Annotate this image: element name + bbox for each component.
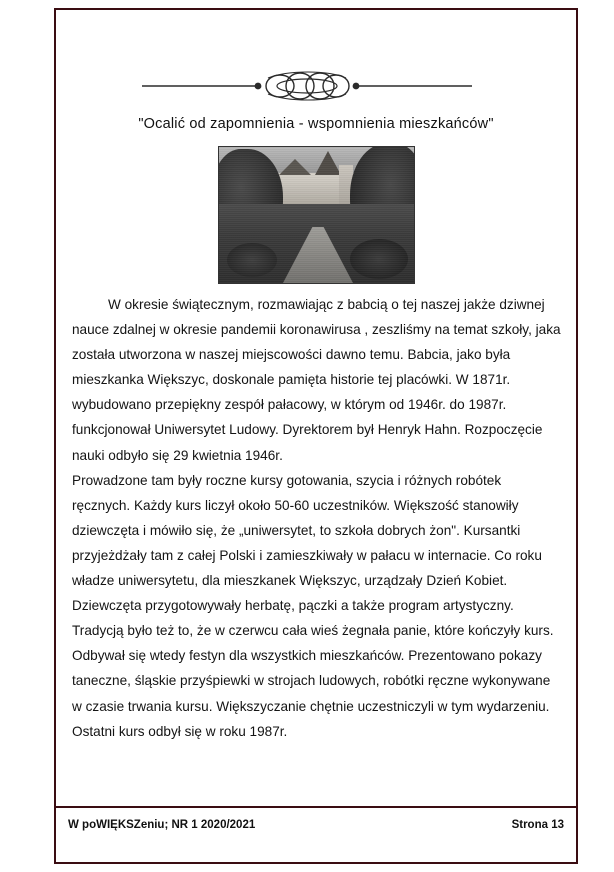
historic-palace-photo xyxy=(218,146,415,284)
footer-page-number: Strona 13 xyxy=(511,819,564,831)
article-paragraph-1: W okresie świątecznym, rozmawiając z babcią o tej naszej jakże dziwnej nauce zdalnej w okresie pandemii koronawirusa , zeszliśmy na temat szkoły, jaka została utworzona w naszej miejscowości dawno temu. Babcia, jako była mieszkanka Większyc, doskonale pamięta historie tej placówki. W 1871r. wybudowano przepiękny zespół pałacowy, w którym od 1946r. do 1987r. funkcjonował Uniwersytet Ludowy. Dyrektorem był Henryk Hahn. Rozpoczęcie nauki odbyło się 29 kwietnia 1946r. xyxy=(72,297,561,463)
article-paragraph-2: Prowadzone tam były roczne kursy gotowania, szycia i różnych robótek ręcznych. Każdy kurs liczył około 50-60 uczestników. Większość stanowiły dziewczęta i mówiło się, że „uniwersytet, to szkoła dobrych żon". Kursantki przyjeżdżały tam z całej Polski i zamieszkiwały w pałacu w internacie. Co roku władze uniwersytetu, dla mieszkanek Większyc, urządzały Dzień Kobiet. Dziewczęta przygotowywały herbatę, pączki a także program artystyczny. Tradycją było też to, że w czerwcu cała wieś żegnała panie, które kończyły kurs. Odbywał się wtedy festyn dla wszystkich mieszkańców. Prezentowano pokazy taneczne, śląskie przyśpiewki w strojach ludowych, robótki ręczne wykonywane w czasie trwania kursu. Większyczanie chętnie uczestniczyli w tym wydarzeniu. Ostatni kurs odbył się w roku 1987r. xyxy=(72,472,554,739)
article-body xyxy=(72,292,562,744)
page-frame-bottom xyxy=(54,862,578,864)
page-frame-top xyxy=(54,8,578,10)
decorative-knot-divider-icon xyxy=(140,68,474,104)
page-title: "Ocalić od zapomnienia - wspomnienia mieszkańców" xyxy=(138,116,494,132)
page-footer xyxy=(68,812,564,838)
footer-divider xyxy=(56,806,576,808)
page-frame-left xyxy=(54,8,56,864)
page-frame-right xyxy=(576,8,578,864)
footer-publication-label: W poWIĘKSZeniu; NR 1 2020/2021 xyxy=(68,819,256,831)
